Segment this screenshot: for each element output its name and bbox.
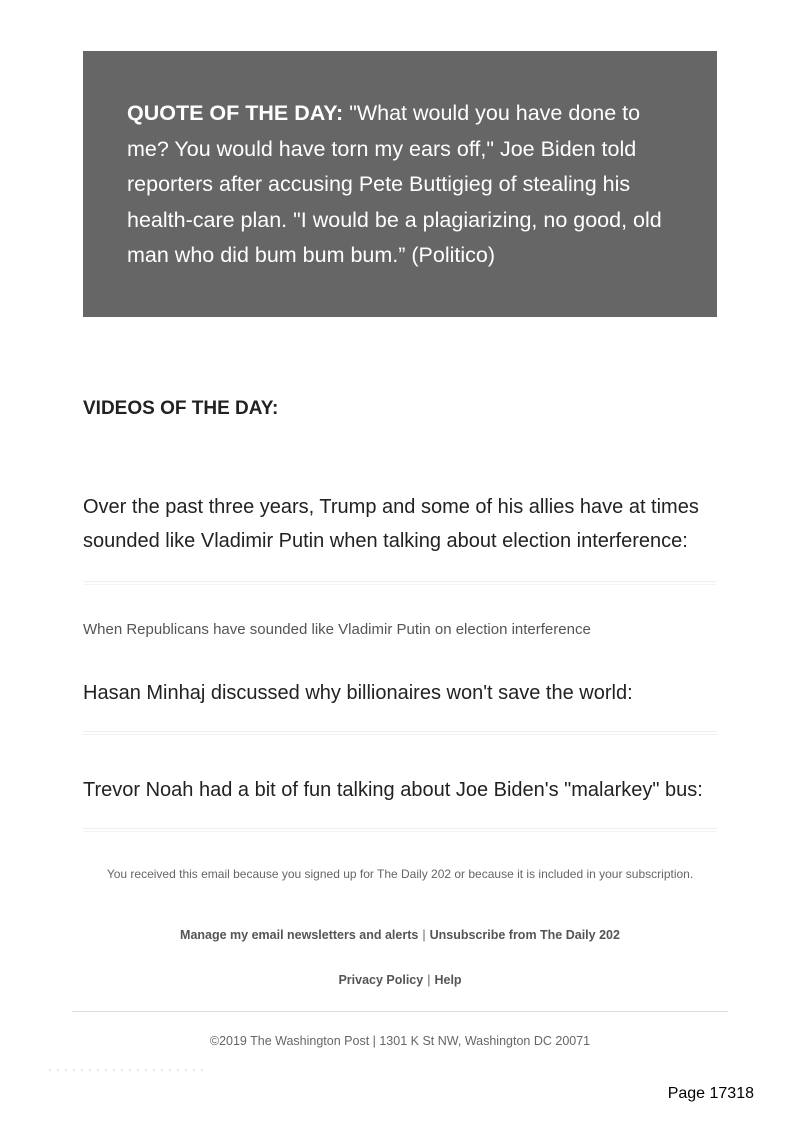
videos-heading: VIDEOS OF THE DAY: — [83, 398, 279, 419]
video-embed-divider — [83, 581, 717, 585]
manage-newsletters-link[interactable]: Manage my email newsletters and alerts — [180, 928, 419, 942]
video-intro-noah: Trevor Noah had a bit of fun talking about Joe Biden's "malarkey" bus: — [83, 779, 703, 801]
video-intro-minhaj: Hasan Minhaj discussed why billionaires won't save the world: — [83, 682, 633, 704]
video-embed-divider — [83, 731, 717, 735]
video-embed-divider — [83, 828, 717, 832]
tracking-pixel-row — [46, 1068, 206, 1072]
footer-policy-links — [83, 973, 717, 987]
quote-body: "What would you have done to me? You would have torn my ears off," Joe Biden told reporters after accusing Pete Buttigieg of stealing his health-care plan. "I would be a plagiarizing, no good, old man who did bum bum bum.” (Politico) — [127, 101, 662, 267]
link-separator: | — [422, 928, 426, 942]
video-intro-putin: Over the past three years, Trump and some of his allies have at times sounded like Vladimir Putin when talking about election interference: — [83, 496, 699, 552]
unsubscribe-link[interactable]: Unsubscribe from The Daily 202 — [429, 928, 620, 942]
quote-of-the-day-box — [83, 51, 717, 317]
footer-subscription-note: You received this email because you signed up for The Daily 202 or because it is included in your subscription. — [106, 867, 694, 881]
privacy-policy-link[interactable]: Privacy Policy — [338, 973, 424, 987]
copyright-line: ©2019 The Washington Post | 1301 K St NW, Washington DC 20071 — [209, 1034, 591, 1048]
quote-label: QUOTE OF THE DAY: — [127, 101, 344, 125]
link-separator: | — [427, 973, 431, 987]
page-number: Page 17318 — [667, 1085, 754, 1102]
video-caption-putin[interactable]: When Republicans have sounded like Vladimir Putin on election interference — [83, 621, 591, 638]
quote-text — [127, 96, 673, 274]
footer-divider — [72, 1011, 728, 1012]
help-link[interactable]: Help — [434, 973, 462, 987]
footer-manage-links — [83, 928, 717, 942]
